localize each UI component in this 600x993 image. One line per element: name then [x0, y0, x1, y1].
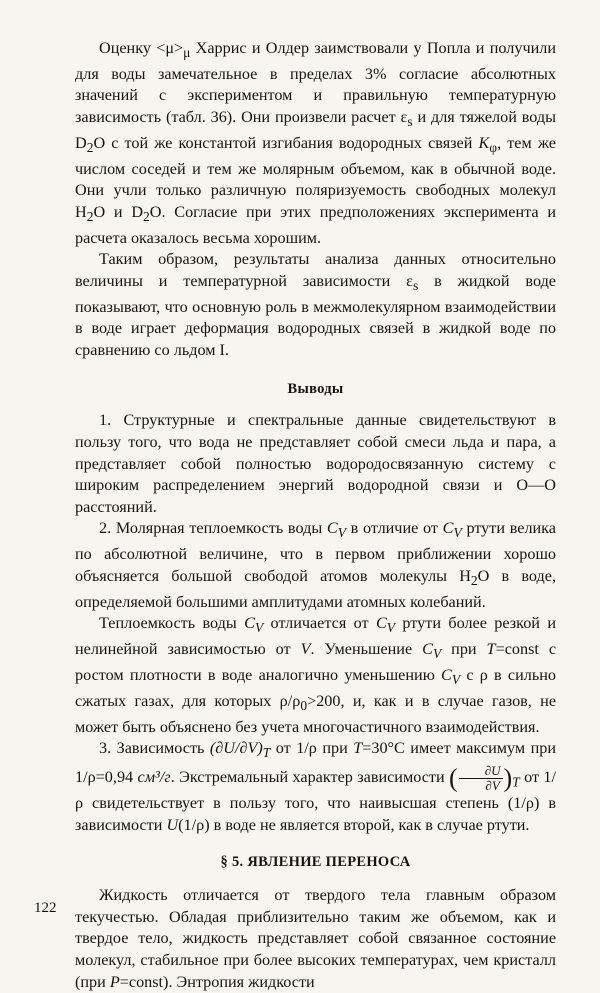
conclusion-item-2-continued: Теплоемкость воды $C_V$ отличается от $C_V$ ртути более резкой и нелинейной зависимостью от V. Уменьшение $C_V$ при T=const с ростом плотности в воде аналогично уменьшению $C_V$ с ρ в сильно сжатых газах, для которых $\rho/\rho_0>200$, и, как и в случае газов, не может быть объяснено без учета многочастичного взаимодействия.	[75, 614, 557, 736]
conclusion-item-2: 2. Молярная теплоемкость воды $C_V$ в отличие от $C_V$ ртути велика по абсолютной величине, что в первом приближении хорошо объясняется большой свободой атомов молекулы $H_2O$ в воде, определяемой большими амплитудами атомных колебаний.	[75, 519, 556, 611]
section-paragraph-1: Жидкость отличается от твердого тела главным образом текучестью. Обладая приблизительно таким же объемом, как и твердое тело, жидкость представляет собой связанное состояние молекул, стабильное при более высоких температурах, чем кристалл (при P=const). Энтропия жидкости	[75, 886, 556, 991]
paragraph-intro: Оценку $<\mu>_\mu$ Харрис и Олдер заимствовали у Попла и получили для воды замечательное в пределах 3% согласие абсолютных значений с экспериментом и правильную температурную зависимость (табл. 36). Они произвели расчет $\varepsilon_s$ и для тяжелой воды $D_2O$ с той же константой изгибания водородных связей $K_\varphi$, тем же числом соседей и тем же молярным объемом, как в обычной воде. Они учли только различную поляризуемость свободных молекул $H_2O$ и $D_2O$. Согласие при этих предположениях эксперимента и расчета оказалось весьма хорошим.	[75, 39, 556, 247]
section-heading: § 5. ЯВЛЕНИЕ ПЕРЕНОСА	[220, 854, 411, 871]
paragraph-summary: Таким образом, результаты анализа данных относительно величины и температурной зависимости $\varepsilon_s$ в жидкой воде показывают, что основную роль в межмолекулярном взаимодействии в воде играет деформация водородных связей в жидкой воде по сравнению со льдом I.	[75, 250, 556, 359]
conclusion-item-1: 1. Структурные и спектральные данные свидетельствуют в пользу того, что вода не представляет собой смеси льда и пара, а представляет собой полностью водородосвязанную систему с широким распределением энергий водородной связи и O—O расстояний.	[75, 411, 556, 516]
conclusion-item-3: 3. Зависимость $(\partial U/\partial V)_T$ от 1/ρ при T=30°C имеет максимум при 1/ρ=0,94 см³/г. Экстремальный характер зависимости ( $\frac{\partial U}{\partial V}$ )$_T$ от 1/ρ свидетельствует в пользу того, что наивысшая степень (1/ρ) в зависимости U(1/ρ) в воде не является второй, как в случае ртути.	[75, 739, 556, 834]
page-number: 122	[34, 900, 57, 916]
conclusions-heading: Выводы	[287, 381, 344, 398]
